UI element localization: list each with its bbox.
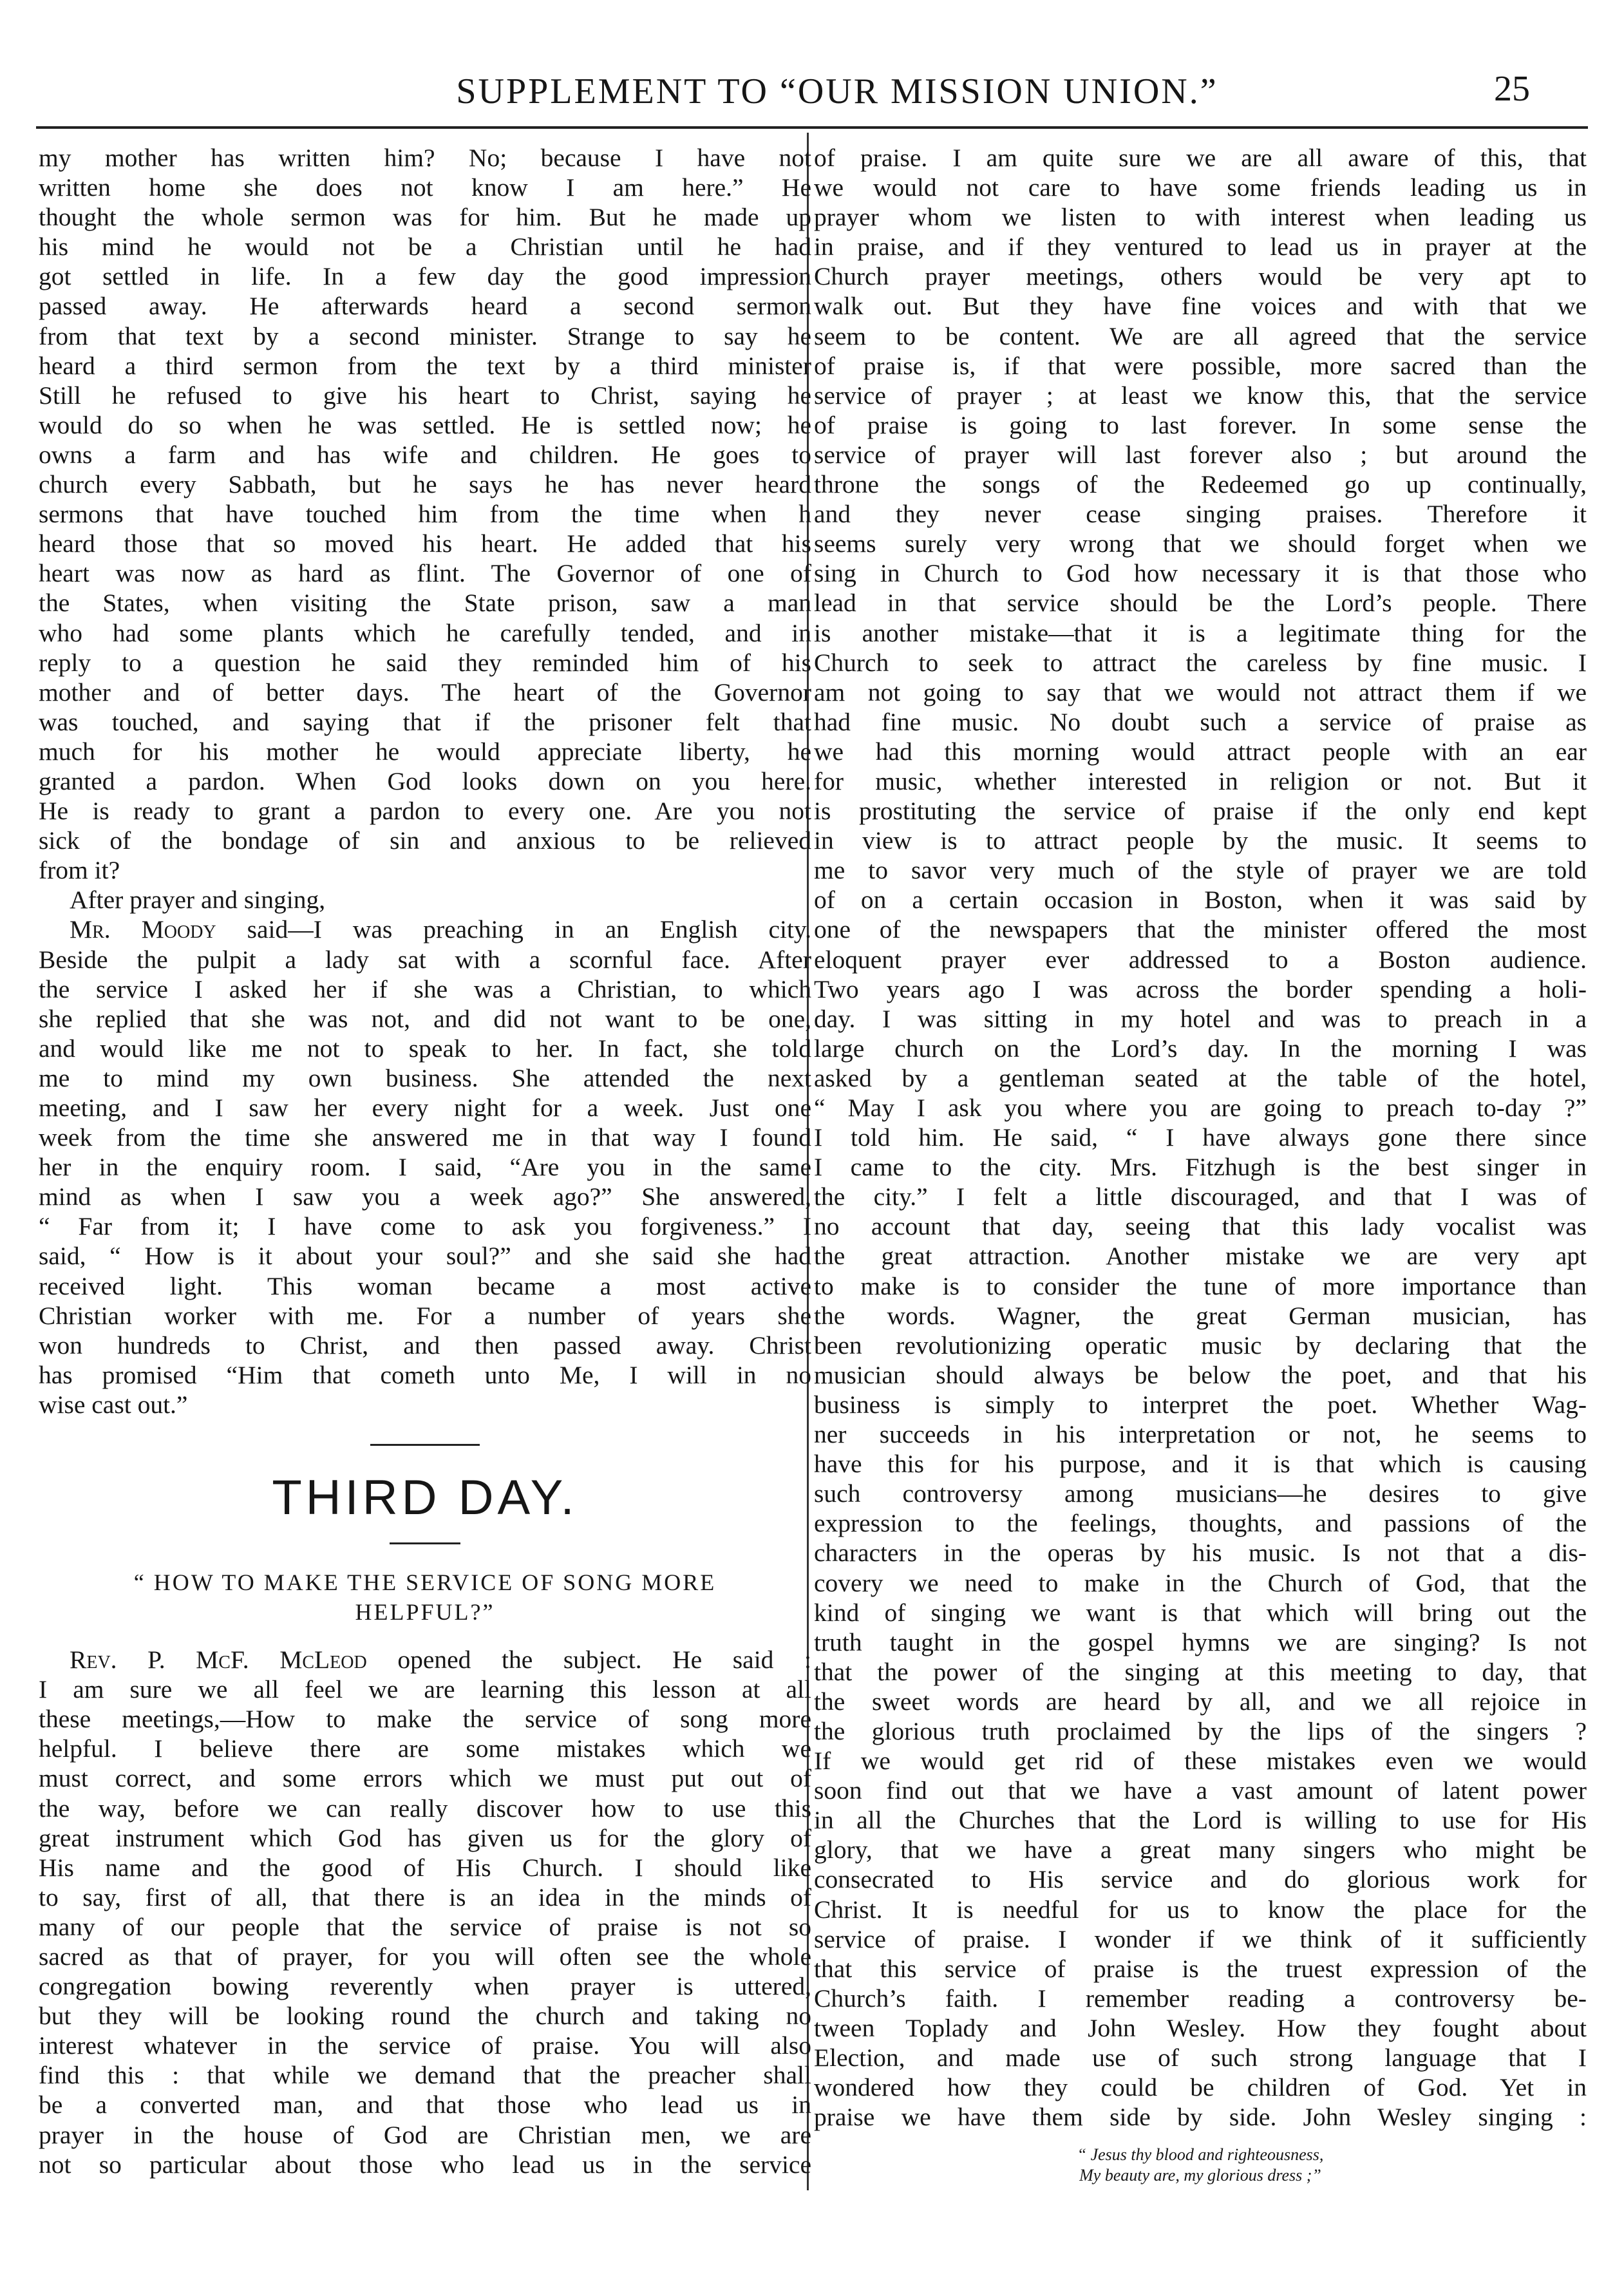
text-line: have this for his purpose, and it is that which is causing xyxy=(814,1450,1587,1479)
text-line: in view is to attract people by the music. It seems to xyxy=(814,826,1587,855)
text-line: these meetings,—How to make the service of song more xyxy=(39,1705,811,1734)
text-line: and would like me not to speak to her. In fact, she told xyxy=(39,1034,811,1063)
text-line: Christian worker with me. For a number of years she xyxy=(39,1301,811,1330)
text-line: heard a third sermon from the text by a third minister xyxy=(39,351,811,380)
text-line: throne the songs of the Redeemed go up continually, xyxy=(814,470,1587,499)
section-heading: THIRD DAY. xyxy=(272,1470,578,1526)
text-line: reply to a question he said they reminded him of his xyxy=(39,648,811,677)
text-line: in praise, and if they ventured to lead us in prayer at the xyxy=(814,232,1587,261)
text-line: we would not care to have some friends leading us in xyxy=(814,173,1587,202)
text-line: day. I was sitting in my hotel and was to preach in a xyxy=(814,1004,1587,1033)
text-line: kind of singing we want is that which will bring out the xyxy=(814,1598,1587,1627)
text-line: the city.” I felt a little discouraged, and that I was of xyxy=(814,1182,1587,1211)
text-line: glory, that we have a great many singers who might be xyxy=(814,1835,1587,1864)
verse-line: My beauty are, my glorious dress ;” xyxy=(1079,2166,1321,2185)
text-line xyxy=(39,1645,811,1674)
text-line: Two years ago I was across the border spending a holi- xyxy=(814,974,1587,1003)
text-line: granted a pardon. When God looks down on you here. xyxy=(39,766,811,795)
text-line: tween Toplady and John Wesley. How they fought about xyxy=(814,2013,1587,2042)
text-line: Christ. It is needful for us to know the place for the xyxy=(814,1895,1587,1924)
text-line: “ May I ask you where you are going to preach to-day ?” xyxy=(814,1094,1587,1122)
page-header xyxy=(0,71,1624,129)
text-line: Church’s faith. I remember reading a controversy be- xyxy=(814,1984,1587,2013)
text-line: helpful. I believe there are some mistakes which we xyxy=(39,1734,811,1763)
text-line: to make is to consider the tune of more importance than xyxy=(814,1271,1587,1300)
text-line: got settled in life. In a few day the good impression xyxy=(39,262,811,291)
text-line: not so particular about those who lead us in the service xyxy=(39,2150,811,2179)
text-line: but they will be looking round the church and taking no xyxy=(39,2002,811,2031)
text-line: is another mistake—that it is a legitimate thing for the xyxy=(814,618,1587,647)
text-line: Church to seek to attract the careless by fine music. I xyxy=(814,648,1587,677)
text-line xyxy=(39,915,811,944)
text-line: is prostituting the service of praise if the only end kept xyxy=(814,797,1587,826)
text-line: in all the Churches that the Lord is willing to use for His xyxy=(814,1806,1587,1835)
text-line: been revolutionizing operatic music by declaring that the xyxy=(814,1331,1587,1360)
text-line: find this : that while we demand that the preacher shall xyxy=(39,2061,811,2090)
text-line: many of our people that the service of praise is not so xyxy=(39,1912,811,1941)
text-line: I told him. He said, “ I have always gone there since xyxy=(814,1123,1587,1152)
text-line: was touched, and saying that if the prisoner felt that xyxy=(39,707,811,736)
text-line: my mother has written him? No; because I have not xyxy=(39,144,811,172)
text-line: am not going to say that we would not attract them if we xyxy=(814,678,1587,706)
text-line: his mind he would not be a Christian until he had xyxy=(39,232,811,261)
text-line: said, “ How is it about your soul?” and she said she had xyxy=(39,1242,811,1271)
text-line: soon find out that we have a vast amount of latent power xyxy=(814,1776,1587,1805)
text-line: the service I asked her if she was a Christian, to which xyxy=(39,974,811,1003)
text-line: must correct, and some errors which we must put out of xyxy=(39,1764,811,1793)
text-line: church every Sabbath, but he says he has never heard xyxy=(39,470,811,499)
text-line: that the power of the singing at this meeting to day, that xyxy=(814,1657,1587,1686)
text-line: of praise is going to last forever. In some sense the xyxy=(814,410,1587,439)
text-line: be a converted man, and that those who lead us in xyxy=(39,2091,811,2119)
text-line: service of prayer ; at least we know this, that the service xyxy=(814,381,1587,410)
running-title: SUPPLEMENT TO “OUR MISSION UNION.” xyxy=(456,71,1218,111)
text-line: eloquent prayer ever addressed to a Boston audience. xyxy=(814,945,1587,974)
text-line: we had this morning would attract people with an ear xyxy=(814,737,1587,766)
text-line: Election, and made use of such strong language that I xyxy=(814,2043,1587,2072)
text-line: written home she does not know I am here.” He xyxy=(39,173,811,202)
text-line: large church on the Lord’s day. In the morning I was xyxy=(814,1034,1587,1063)
text-line: business is simply to interpret the poet. Whether Wag- xyxy=(814,1390,1587,1419)
text-line: to say, first of all, that there is an idea in the minds of xyxy=(39,1882,811,1911)
text-line: Beside the pulpit a lady sat with a scornful face. After xyxy=(39,945,811,974)
text-line: walk out. But they have fine voices and with that we xyxy=(814,292,1587,321)
text-line: heard those that so moved his heart. He added that his xyxy=(39,529,811,558)
text-line: interest whatever in the service of praise. You will also xyxy=(39,2031,811,2060)
text-line: from that text by a second minister. Strange to say he xyxy=(39,321,811,350)
page-number: 25 xyxy=(1494,69,1530,109)
text-line: the States, when visiting the State prison, saw a man xyxy=(39,589,811,618)
text-line: His name and the good of His Church. I should like xyxy=(39,1853,811,1882)
text-line: her in the enquiry room. I said, “Are you in the same xyxy=(39,1153,811,1182)
text-line: After prayer and singing, xyxy=(70,886,326,915)
text-line: sermons that have touched him from the time when h xyxy=(39,500,811,529)
text-line: me to mind my own business. She attended the next xyxy=(39,1063,811,1092)
speaker-name: Mr. Moody xyxy=(70,915,216,944)
text-line: truth taught in the gospel hymns we are singing? Is not xyxy=(814,1627,1587,1656)
text-line: Church prayer meetings, others would be very apt to xyxy=(814,262,1587,291)
text-line: of praise is, if that were possible, more sacred than the xyxy=(814,351,1587,380)
text-line: had fine music. No doubt such a service of praise as xyxy=(814,707,1587,736)
text-line: that this service of praise is the truest expression of the xyxy=(814,1954,1587,1983)
text-line: such controversy among musicians—he desires to give xyxy=(814,1479,1587,1508)
text-line: the words. Wagner, the great German musician, has xyxy=(814,1301,1587,1330)
text-line: for music, whether interested in religion or not. But it xyxy=(814,766,1587,795)
text-line: sacred as that of prayer, for you will often see the whole xyxy=(39,1942,811,1971)
text-line: heart was now as hard as flint. The Governor of one of xyxy=(39,559,811,588)
text-line: “ Far from it; I have come to ask you forgiveness.” I xyxy=(39,1212,811,1241)
text-line: wondered how they could be children of God. Yet in xyxy=(814,2073,1587,2102)
text-line: sick of the bondage of sin and anxious to be relieved xyxy=(39,826,811,855)
text-line: service of praise. I wonder if we think of it sufficiently xyxy=(814,1924,1587,1953)
paragraph-mcleod xyxy=(39,1645,811,2179)
paragraph-after-prayer xyxy=(39,885,811,915)
text-line: meeting, and I saw her every night for a week. Just one xyxy=(39,1094,811,1122)
text-line: has promised “Him that cometh unto Me, I will in no xyxy=(39,1360,811,1389)
sub-heading-line: “ HOW TO MAKE THE SERVICE OF SONG MORE xyxy=(133,1569,717,1596)
text-line: week from the time she answered me in that way I found xyxy=(39,1123,811,1152)
text-line: who had some plants which he carefully tended, and in xyxy=(39,618,811,647)
text-line: I came to the city. Mrs. Fitzhugh is the best singer in xyxy=(814,1153,1587,1182)
text-line: He is ready to grant a pardon to every one. Are you not xyxy=(39,797,811,826)
text-line: musician should always be below the poet, and that his xyxy=(814,1360,1587,1389)
text-line-rest: opened the subject. He said : xyxy=(366,1645,811,1674)
text-line: passed away. He afterwards heard a second sermon xyxy=(39,292,811,321)
text-line: won hundreds to Christ, and then passed away. Christ xyxy=(39,1331,811,1360)
text-line: wise cast out.” xyxy=(39,1390,188,1419)
text-line: consecrated to His service and do glorious work for xyxy=(814,1865,1587,1894)
text-line: thought the whole sermon was for him. But he made up xyxy=(39,203,811,232)
text-line: owns a farm and has wife and children. He goes to xyxy=(39,440,811,469)
text-line: from it? xyxy=(39,856,120,885)
text-line: asked by a gentleman seated at the table of the hotel, xyxy=(814,1063,1587,1092)
text-line: the great attraction. Another mistake we are very apt xyxy=(814,1242,1587,1271)
text-line: she replied that she was not, and did not want to be one, xyxy=(39,1004,811,1033)
sub-heading-line: HELPFUL?” xyxy=(355,1599,495,1626)
text-line: one of the newspapers that the minister offered the most xyxy=(814,915,1587,944)
sub-heading xyxy=(39,1568,811,1627)
text-line: seems surely very wrong that we should forget when we xyxy=(814,529,1587,558)
text-line: no account that day, seeing that this lady vocalist was xyxy=(814,1212,1587,1241)
right-column xyxy=(814,143,1587,2186)
text-line: of on a certain occasion in Boston, when it was said by xyxy=(814,886,1587,915)
text-line: would do so when he was settled. He is settled now; he xyxy=(39,410,811,439)
text-line: mind as when I saw you a week ago?” She answered, xyxy=(39,1182,811,1211)
hymn-quote xyxy=(814,2145,1587,2186)
text-line: the glorious truth proclaimed by the lips of the singers ? xyxy=(814,1716,1587,1745)
text-line: Still he refused to give his heart to Christ, saying he xyxy=(39,381,811,410)
text-line: expression to the feelings, thoughts, and passions of the xyxy=(814,1509,1587,1538)
text-line: characters in the operas by his music. Is not that a dis- xyxy=(814,1539,1587,1568)
paragraph-moody xyxy=(39,915,811,1419)
text-line: prayer in the house of God are Christian men, we are xyxy=(39,2120,811,2149)
text-line: service of prayer will last forever also ; but around the xyxy=(814,440,1587,469)
paragraph-continued-right xyxy=(814,143,1587,2132)
verse-line: “ Jesus thy blood and righteousness, xyxy=(1077,2145,1324,2165)
text-line: covery we need to make in the Church of God, that the xyxy=(814,1568,1587,1597)
text-line: of praise. I am quite sure we are all aware of this, that xyxy=(814,144,1587,172)
text-line: I am sure we all feel we are learning this lesson at all xyxy=(39,1675,811,1704)
text-line: me to savor very much of the style of prayer we are told xyxy=(814,856,1587,885)
text-line-rest: said—I was preaching in an English city. xyxy=(216,915,811,944)
text-line: and they never cease singing praises. Therefore it xyxy=(814,500,1587,529)
text-line: lead in that service should be the Lord’s people. There xyxy=(814,589,1587,618)
left-column xyxy=(39,143,811,2179)
text-line: the sweet words are heard by all, and we all rejoice in xyxy=(814,1687,1587,1716)
text-line: mother and of better days. The heart of the Governor xyxy=(39,678,811,706)
text-line: ner succeeds in his interpretation or not, he seems to xyxy=(814,1420,1587,1449)
text-line: received light. This woman became a most active xyxy=(39,1271,811,1300)
text-line: sing in Church to God how necessary it is that those who xyxy=(814,559,1587,588)
text-line: the way, before we can really discover how to use this xyxy=(39,1794,811,1823)
text-line: praise we have them side by side. John Wesley singing : xyxy=(814,2103,1587,2132)
text-line: seem to be content. We are all agreed that the service xyxy=(814,321,1587,350)
text-line: If we would get rid of these mistakes even we would xyxy=(814,1747,1587,1776)
header-rule xyxy=(36,126,1588,129)
paragraph-continued xyxy=(39,143,811,885)
text-line: prayer whom we listen to with interest when leading us xyxy=(814,203,1587,232)
text-line: congregation bowing reverently when prayer is uttered, xyxy=(39,1972,811,2001)
text-line: great instrument which God has given us for the glory of xyxy=(39,1823,811,1852)
text-line: much for his mother he would appreciate liberty, he xyxy=(39,737,811,766)
speaker-name: Rev. P. McF. McLeod xyxy=(70,1645,367,1674)
